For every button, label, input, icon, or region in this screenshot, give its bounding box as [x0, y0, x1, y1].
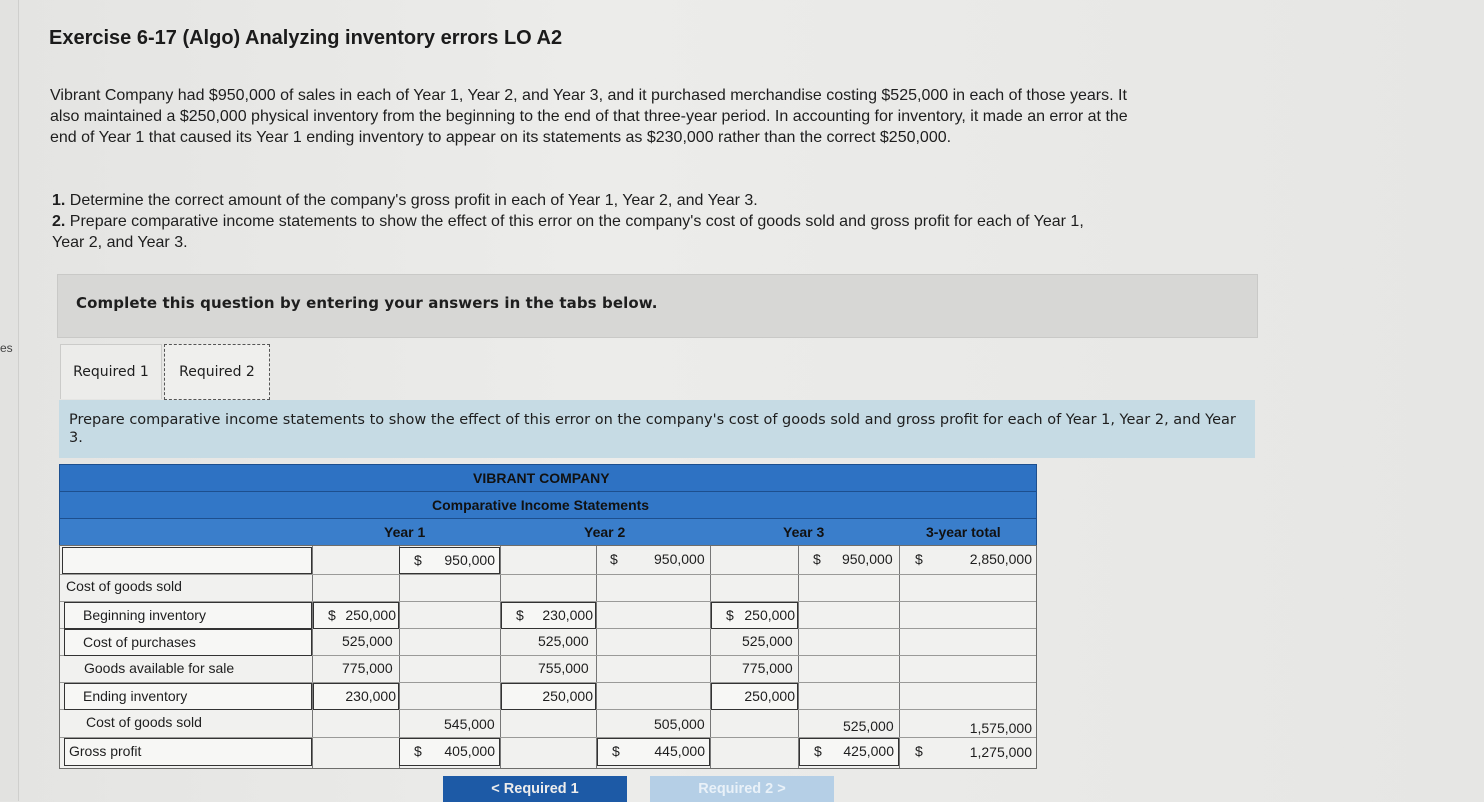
company-name: VIBRANT COMPANY — [473, 470, 610, 486]
beginning-inventory-year2-input[interactable] — [501, 602, 596, 629]
gross-profit-year2-input[interactable] — [597, 738, 710, 766]
sales-year3-value[interactable]: 950,000 — [842, 551, 893, 567]
dollar-sign: $ — [915, 551, 923, 567]
problem-paragraph: Vibrant Company had $950,000 of sales in each of Year 1, Year 2, and Year 3, and it purchased merchandise costing $525,000 in each of those years. It also maintained a $250,000 physical inventory from the beginning to the end of that three-year period. In accounting for inventory, it made an error at the end of Year 1 that caused its Year 1 ending inventory to appear on its statements as $230,000 rather than the correct $250,000. — [50, 87, 1128, 146]
instructions-banner — [57, 274, 1258, 338]
sales-total-value: 2,850,000 — [969, 551, 1032, 567]
cell-value: 250,000 — [345, 607, 396, 623]
ending-inventory-year1-input[interactable] — [313, 683, 399, 710]
cell-value: 250,000 — [542, 688, 593, 704]
cost-of-purchases-year3[interactable]: 525,000 — [742, 633, 793, 649]
cost-of-purchases-year2[interactable]: 525,000 — [538, 633, 589, 649]
dollar-sign: $ — [414, 552, 422, 568]
cell-value: 405,000 — [444, 743, 495, 759]
next-required-2-button[interactable]: Required 2 > — [650, 776, 834, 802]
requirement-item-1 — [52, 190, 1112, 211]
dollar-sign: $ — [726, 607, 734, 623]
goods-available-label: Goods available for sale — [84, 660, 235, 676]
dollar-sign: $ — [813, 551, 821, 567]
sales-label-input[interactable] — [62, 547, 312, 574]
cogs-year1[interactable]: 545,000 — [444, 716, 495, 732]
instruction-text: Prepare comparative income statements to show the effect of this error on the company's cost of goods sold and gross profit for each of Year 1, Year 2, and Year 3. — [69, 412, 1236, 446]
col-year-3: Year 3 — [783, 524, 825, 540]
cell-value: 250,000 — [744, 688, 795, 704]
item-text: Prepare comparative income statements to show the effect of this error on the company's cost of goods sold and gross profit for each of Year 1, Year 2, and Year 3. — [52, 213, 1084, 251]
left-panel-edge — [0, 0, 19, 801]
cogs-year3[interactable]: 525,000 — [843, 718, 894, 734]
side-mark: es — [0, 341, 13, 355]
beginning-inventory-year1-input[interactable] — [313, 602, 399, 629]
gross-profit-year1-input[interactable] — [399, 738, 500, 766]
beginning-inventory-year3-input[interactable] — [711, 602, 798, 629]
statement-title: Comparative Income Statements — [432, 497, 650, 513]
dollar-sign: $ — [610, 551, 618, 567]
table-body — [59, 545, 1037, 769]
cogs-year2[interactable]: 505,000 — [654, 716, 705, 732]
banner-text: Complete this question by entering your answers in the tabs below. — [76, 294, 658, 312]
ending-inventory-year2-input[interactable] — [501, 683, 596, 710]
cogs-total-label: Cost of goods sold — [86, 714, 202, 730]
item-text: Determine the correct amount of the company's gross profit in each of Year 1, Year 2, and Year 3. — [69, 192, 758, 209]
cell-value: 230,000 — [542, 607, 593, 623]
item-number: 1. — [52, 192, 66, 209]
gross-profit-total: 1,275,000 — [969, 744, 1032, 760]
row-label: Beginning inventory — [83, 607, 206, 623]
cell-value: 250,000 — [744, 607, 795, 623]
row-label: Cost of purchases — [83, 634, 196, 650]
cost-of-purchases-label-input[interactable] — [64, 629, 312, 656]
company-header — [59, 464, 1037, 492]
cell-value: 445,000 — [654, 743, 705, 759]
sales-year1-value: 950,000 — [444, 552, 495, 568]
sales-year1-input[interactable] — [399, 547, 500, 574]
income-statement-table — [59, 464, 1037, 769]
dollar-sign: $ — [516, 607, 524, 623]
tab-required-2[interactable]: Required 2 — [164, 344, 270, 400]
item-number: 2. — [52, 213, 66, 230]
dollar-sign: $ — [814, 743, 822, 759]
dollar-sign: $ — [612, 743, 620, 759]
goods-available-year1[interactable]: 775,000 — [342, 660, 393, 676]
row-label: Ending inventory — [83, 688, 188, 704]
col-3-year-total: 3-year total — [926, 524, 1001, 540]
dollar-sign: $ — [915, 743, 923, 759]
requirements-list — [52, 190, 1112, 253]
cogs-section-label: Cost of goods sold — [66, 578, 182, 594]
gross-profit-year3-input[interactable] — [799, 738, 899, 766]
statement-header — [59, 491, 1037, 519]
goods-available-year2[interactable]: 755,000 — [538, 660, 589, 676]
cell-value: 425,000 — [843, 743, 894, 759]
gross-profit-label-input[interactable] — [64, 738, 312, 766]
dollar-sign: $ — [414, 743, 422, 759]
tab-required-1[interactable]: Required 1 — [60, 344, 162, 399]
beginning-inventory-label-input[interactable] — [64, 602, 312, 629]
page-title: Exercise 6-17 (Algo) Analyzing inventory errors LO A2 — [49, 27, 563, 49]
cogs-total: 1,575,000 — [969, 720, 1032, 736]
dollar-sign: $ — [328, 607, 336, 623]
requirement-item-2 — [52, 211, 1112, 253]
goods-available-year3[interactable]: 775,000 — [742, 660, 793, 676]
cost-of-purchases-year1[interactable]: 525,000 — [342, 633, 393, 649]
col-year-1: Year 1 — [384, 524, 426, 540]
ending-inventory-year3-input[interactable] — [711, 683, 798, 710]
prev-required-1-button[interactable]: < Required 1 — [443, 776, 627, 802]
row-label: Gross profit — [69, 743, 142, 759]
col-year-2: Year 2 — [584, 524, 626, 540]
ending-inventory-label-input[interactable] — [64, 683, 312, 710]
column-header-row — [59, 518, 1037, 547]
cell-value: 230,000 — [345, 688, 396, 704]
sales-year2-value[interactable]: 950,000 — [654, 551, 705, 567]
tab-instruction — [59, 400, 1255, 458]
